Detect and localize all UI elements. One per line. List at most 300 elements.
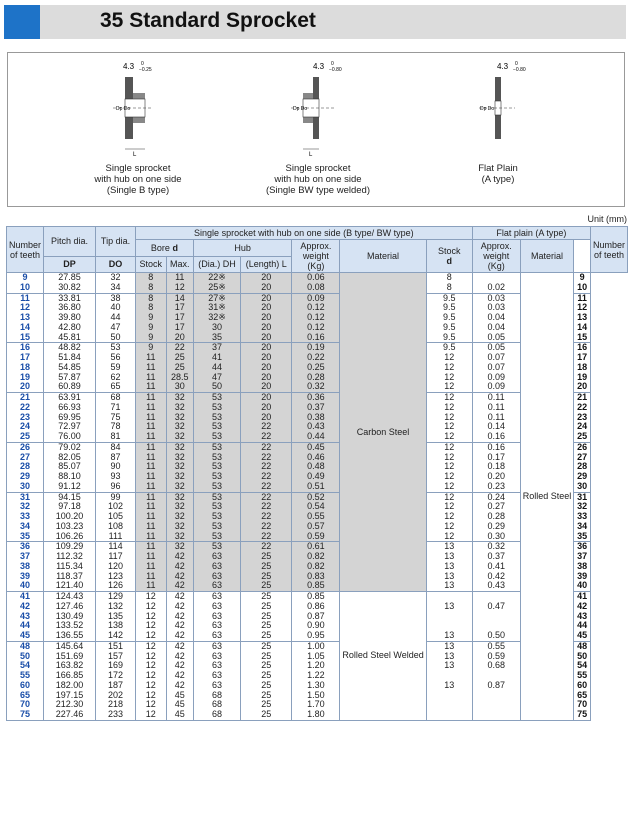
teeth-cell-right: 41 — [574, 592, 591, 602]
teeth-cell-right: 19 — [574, 373, 591, 383]
hub-length-cell: 22 — [241, 522, 292, 532]
tip-dia-cell: 102 — [96, 502, 136, 512]
a-weight-cell: 0.18 — [472, 462, 520, 472]
hub-dia-cell: 41 — [193, 353, 240, 363]
pitch-dia-cell: 94.15 — [44, 492, 96, 502]
hub-length-cell: 25 — [241, 671, 292, 681]
a-weight-cell: 0.03 — [472, 293, 520, 303]
a-weight-cell: 0.50 — [472, 631, 520, 641]
col-hub: Hub — [193, 240, 291, 257]
bore-max-cell: 12 — [166, 283, 193, 293]
weight-cell: 0.32 — [292, 382, 340, 392]
teeth-cell-right: 54 — [574, 661, 591, 671]
hub-dia-cell: 63 — [193, 631, 240, 641]
hub-length-cell: 25 — [241, 710, 292, 720]
pitch-dia-cell: 60.89 — [44, 382, 96, 392]
a-weight-cell: 0.09 — [472, 382, 520, 392]
hub-dia-cell: 63 — [193, 612, 240, 622]
pitch-dia-cell: 97.18 — [44, 502, 96, 512]
hub-length-cell: 20 — [241, 313, 292, 323]
weight-cell: 0.08 — [292, 283, 340, 293]
bore-max-cell: 42 — [166, 562, 193, 572]
hub-length-cell: 20 — [241, 393, 292, 403]
pitch-dia-cell: 115.34 — [44, 562, 96, 572]
hub-length-cell: 20 — [241, 343, 292, 353]
a-stock-cell: 12 — [426, 382, 472, 392]
hub-dia-cell: 63 — [193, 621, 240, 631]
a-weight-cell: 0.09 — [472, 373, 520, 383]
hub-dia-cell: 63 — [193, 661, 240, 671]
teeth-cell: 28 — [7, 462, 44, 472]
page-title: 35 Standard Sprocket — [100, 9, 316, 32]
a-stock-cell: 8 — [426, 283, 472, 293]
pitch-dia-cell: 109.29 — [44, 542, 96, 552]
a-weight-cell: 0.11 — [472, 403, 520, 413]
bore-max-cell: 42 — [166, 661, 193, 671]
teeth-cell: 20 — [7, 382, 44, 392]
teeth-cell: 38 — [7, 562, 44, 572]
tip-dia-cell: 50 — [96, 333, 136, 343]
tip-dia-cell: 202 — [96, 691, 136, 701]
hub-dia-cell: 63 — [193, 681, 240, 691]
teeth-cell: 29 — [7, 472, 44, 482]
a-stock-cell: 12 — [426, 512, 472, 522]
weight-cell: 0.86 — [292, 602, 340, 612]
teeth-cell: 26 — [7, 442, 44, 452]
a-weight-cell: 0.05 — [472, 343, 520, 353]
teeth-cell-right: 33 — [574, 512, 591, 522]
hub-dia-cell: 53 — [193, 413, 240, 423]
bore-max-cell: 11 — [166, 273, 193, 283]
tip-dia-cell: 172 — [96, 671, 136, 681]
weight-cell: 0.19 — [292, 343, 340, 353]
tip-dia-cell: 111 — [96, 532, 136, 542]
teeth-cell-right: 28 — [574, 462, 591, 472]
bore-max-cell: 42 — [166, 552, 193, 562]
bore-max-cell: 32 — [166, 492, 193, 502]
teeth-cell-right: 20 — [574, 382, 591, 392]
teeth-cell-right: 12 — [574, 303, 591, 313]
teeth-cell: 24 — [7, 422, 44, 432]
a-weight-cell: 0.07 — [472, 353, 520, 363]
a-weight-cell: 0.43 — [472, 581, 520, 591]
hub-dia-cell: 53 — [193, 542, 240, 552]
hub-dia-cell: 63 — [193, 671, 240, 681]
table-body — [7, 273, 628, 721]
hub-length-cell: 25 — [241, 631, 292, 641]
bore-stock-cell: 12 — [136, 681, 167, 691]
svg-text:−0.25: −0.25 — [139, 67, 152, 73]
bore-max-cell: 28.5 — [166, 373, 193, 383]
teeth-cell-right: 15 — [574, 333, 591, 343]
weight-cell: 0.06 — [292, 273, 340, 283]
a-stock-cell: 13 — [426, 602, 472, 612]
tip-dia-cell: 108 — [96, 522, 136, 532]
col-number-of-teeth: Number of teeth — [7, 227, 44, 273]
hub-dia-cell: 53 — [193, 532, 240, 542]
hub-dia-cell: 30 — [193, 323, 240, 333]
bore-stock-cell: 11 — [136, 552, 167, 562]
hub-dia-cell: 53 — [193, 393, 240, 403]
diagram-panel — [7, 52, 625, 207]
a-weight-cell: 0.30 — [472, 532, 520, 542]
weight-cell: 0.22 — [292, 353, 340, 363]
hub-dia-cell: 53 — [193, 453, 240, 463]
bore-stock-cell: 8 — [136, 273, 167, 283]
teeth-cell: 44 — [7, 621, 44, 631]
weight-cell: 0.82 — [292, 562, 340, 572]
bore-max-cell: 32 — [166, 453, 193, 463]
teeth-cell-right: 21 — [574, 393, 591, 403]
tip-dia-cell: 120 — [96, 562, 136, 572]
hub-length-cell: 20 — [241, 413, 292, 423]
a-stock-cell — [426, 691, 472, 701]
a-stock-cell — [426, 700, 472, 710]
col-pitch-sym: DP — [44, 256, 96, 273]
bore-stock-cell: 9 — [136, 333, 167, 343]
hub-length-cell: 20 — [241, 373, 292, 383]
teeth-cell: 65 — [7, 691, 44, 701]
hub-length-cell: 25 — [241, 621, 292, 631]
bore-stock-cell: 11 — [136, 373, 167, 383]
bore-stock-cell: 11 — [136, 532, 167, 542]
diagram-caption: Single sprocket with hub on one side (Single BW type welded) — [265, 163, 371, 196]
bore-max-cell: 32 — [166, 422, 193, 432]
teeth-cell: 30 — [7, 482, 44, 492]
bore-max-cell: 32 — [166, 462, 193, 472]
teeth-cell-right: 24 — [574, 422, 591, 432]
hub-length-cell: 20 — [241, 363, 292, 373]
tip-dia-cell: 123 — [96, 572, 136, 582]
hub-dia-cell: 53 — [193, 442, 240, 452]
teeth-cell-right: 22 — [574, 403, 591, 413]
teeth-cell-right: 31 — [574, 492, 591, 502]
svg-text:−0.80: −0.80 — [513, 67, 526, 73]
a-stock-cell: 12 — [426, 482, 472, 492]
diagram-single-bw-type — [218, 53, 418, 206]
bore-stock-cell: 12 — [136, 691, 167, 701]
pitch-dia-cell: 227.46 — [44, 710, 96, 720]
bore-stock-cell: 11 — [136, 502, 167, 512]
a-weight-cell: 0.41 — [472, 562, 520, 572]
teeth-cell-right: 48 — [574, 641, 591, 651]
hub-dia-cell: 22※ — [193, 273, 240, 283]
hub-length-cell: 25 — [241, 700, 292, 710]
weight-cell: 0.82 — [292, 552, 340, 562]
hub-dia-cell: 68 — [193, 710, 240, 720]
a-stock-cell: 12 — [426, 532, 472, 542]
svg-text:Dp Do: Dp Do — [293, 106, 308, 112]
pitch-dia-cell: 121.40 — [44, 581, 96, 591]
pitch-dia-cell: 127.46 — [44, 602, 96, 612]
tip-dia-cell: 151 — [96, 641, 136, 651]
bore-max-cell: 32 — [166, 413, 193, 423]
weight-cell: 1.00 — [292, 641, 340, 651]
tip-dia-cell: 117 — [96, 552, 136, 562]
teeth-cell: 48 — [7, 641, 44, 651]
bore-max-cell: 42 — [166, 621, 193, 631]
a-stock-cell: 12 — [426, 462, 472, 472]
tip-dia-cell: 218 — [96, 700, 136, 710]
weight-cell: 0.54 — [292, 502, 340, 512]
weight-cell: 0.85 — [292, 592, 340, 602]
bore-stock-cell: 8 — [136, 283, 167, 293]
tip-dia-cell: 142 — [96, 631, 136, 641]
tip-dia-cell: 157 — [96, 652, 136, 662]
tip-dia-cell: 34 — [96, 283, 136, 293]
tip-dia-cell: 40 — [96, 303, 136, 313]
bore-max-cell: 30 — [166, 382, 193, 392]
hub-length-cell: 20 — [241, 273, 292, 283]
hub-dia-cell: 63 — [193, 572, 240, 582]
a-weight-cell: 0.07 — [472, 363, 520, 373]
tip-dia-cell: 90 — [96, 462, 136, 472]
col-pitch-dia: Pitch dia. — [44, 227, 96, 257]
bore-max-cell: 32 — [166, 403, 193, 413]
a-stock-cell: 12 — [426, 453, 472, 463]
hub-length-cell: 22 — [241, 432, 292, 442]
a-weight-cell — [472, 612, 520, 622]
teeth-cell: 35 — [7, 532, 44, 542]
teeth-cell-right: 45 — [574, 631, 591, 641]
weight-cell: 1.70 — [292, 700, 340, 710]
weight-cell: 0.44 — [292, 432, 340, 442]
bore-max-cell: 17 — [166, 313, 193, 323]
svg-text:4.3: 4.3 — [123, 62, 135, 71]
hub-length-cell: 22 — [241, 482, 292, 492]
bore-max-cell: 14 — [166, 293, 193, 303]
hub-length-cell: 22 — [241, 542, 292, 552]
teeth-cell: 45 — [7, 631, 44, 641]
pitch-dia-cell: 48.82 — [44, 343, 96, 353]
a-stock-cell: 13 — [426, 681, 472, 691]
col-a-stock: Stock d — [426, 240, 472, 273]
pitch-dia-cell: 103.23 — [44, 522, 96, 532]
teeth-cell: 33 — [7, 512, 44, 522]
tip-dia-cell: 75 — [96, 413, 136, 423]
col-number-of-teeth-right: Number of teeth — [590, 227, 627, 273]
bore-max-cell: 25 — [166, 353, 193, 363]
bore-max-cell: 42 — [166, 641, 193, 651]
diagram-caption: Single sprocket with hub on one side (Single B type) — [94, 163, 182, 196]
weight-cell: 0.28 — [292, 373, 340, 383]
hub-length-cell: 22 — [241, 492, 292, 502]
material-rolled-steel-welded: Rolled Steel Welded — [340, 592, 426, 721]
teeth-cell: 14 — [7, 323, 44, 333]
bore-stock-cell: 12 — [136, 602, 167, 612]
tip-dia-cell: 38 — [96, 293, 136, 303]
a-stock-cell: 12 — [426, 403, 472, 413]
hub-length-cell: 20 — [241, 293, 292, 303]
a-stock-cell: 9.5 — [426, 293, 472, 303]
teeth-cell-right: 44 — [574, 621, 591, 631]
a-stock-cell: 12 — [426, 422, 472, 432]
pitch-dia-cell: 66.93 — [44, 403, 96, 413]
bore-stock-cell: 11 — [136, 492, 167, 502]
a-stock-cell: 13 — [426, 552, 472, 562]
teeth-cell: 43 — [7, 612, 44, 622]
teeth-cell-right: 32 — [574, 502, 591, 512]
pitch-dia-cell: 145.64 — [44, 641, 96, 651]
a-weight-cell: 0.68 — [472, 661, 520, 671]
teeth-cell-right: 35 — [574, 532, 591, 542]
tip-dia-cell: 138 — [96, 621, 136, 631]
teeth-cell: 36 — [7, 542, 44, 552]
teeth-cell-right: 65 — [574, 691, 591, 701]
hub-dia-cell: 68 — [193, 700, 240, 710]
bore-max-cell: 32 — [166, 542, 193, 552]
teeth-cell-right: 70 — [574, 700, 591, 710]
teeth-cell-right: 75 — [574, 710, 591, 720]
hub-length-cell: 22 — [241, 532, 292, 542]
bore-stock-cell: 8 — [136, 293, 167, 303]
a-stock-cell — [426, 710, 472, 720]
hub-length-cell: 20 — [241, 323, 292, 333]
bore-max-cell: 45 — [166, 700, 193, 710]
title-accent-block — [4, 5, 40, 39]
bore-stock-cell: 11 — [136, 393, 167, 403]
sprocket-bw-type-drawing-icon — [273, 59, 363, 159]
pitch-dia-cell: 79.02 — [44, 442, 96, 452]
bore-stock-cell: 11 — [136, 382, 167, 392]
tip-dia-cell: 87 — [96, 453, 136, 463]
hub-length-cell: 22 — [241, 512, 292, 522]
a-stock-cell: 13 — [426, 641, 472, 651]
teeth-cell: 34 — [7, 522, 44, 532]
hub-length-cell: 22 — [241, 502, 292, 512]
teeth-cell-right: 13 — [574, 313, 591, 323]
a-weight-cell: 0.23 — [472, 482, 520, 492]
teeth-cell-right: 30 — [574, 482, 591, 492]
weight-cell: 0.48 — [292, 462, 340, 472]
hub-length-cell: 22 — [241, 472, 292, 482]
teeth-cell-right: 42 — [574, 602, 591, 612]
hub-dia-cell: 63 — [193, 592, 240, 602]
teeth-cell-right: 23 — [574, 413, 591, 423]
teeth-cell-right: 55 — [574, 671, 591, 681]
bore-stock-cell: 11 — [136, 353, 167, 363]
bore-stock-cell: 11 — [136, 363, 167, 373]
a-stock-cell: 8 — [426, 273, 472, 283]
weight-cell: 1.20 — [292, 661, 340, 671]
a-type-group-header: Flat plain (A type) — [472, 227, 590, 240]
weight-cell: 0.12 — [292, 303, 340, 313]
teeth-cell-right: 43 — [574, 612, 591, 622]
bore-stock-cell: 11 — [136, 432, 167, 442]
col-hub-length: (Length) L — [241, 256, 292, 273]
teeth-cell: 19 — [7, 373, 44, 383]
pitch-dia-cell: 82.05 — [44, 453, 96, 463]
hub-length-cell: 20 — [241, 382, 292, 392]
svg-text:0: 0 — [515, 61, 518, 67]
pitch-dia-cell: 166.85 — [44, 671, 96, 681]
teeth-cell-right: 60 — [574, 681, 591, 691]
a-weight-cell — [472, 700, 520, 710]
teeth-cell: 16 — [7, 343, 44, 353]
col-bore: Bore d — [136, 240, 194, 257]
teeth-cell-right: 27 — [574, 453, 591, 463]
bore-max-cell: 32 — [166, 512, 193, 522]
teeth-cell: 15 — [7, 333, 44, 343]
bore-stock-cell: 9 — [136, 323, 167, 333]
tip-dia-cell: 105 — [96, 512, 136, 522]
teeth-cell: 9 — [7, 273, 44, 283]
pitch-dia-cell: 88.10 — [44, 472, 96, 482]
pitch-dia-cell: 69.95 — [44, 413, 96, 423]
a-weight-cell — [472, 691, 520, 701]
a-stock-cell: 9.5 — [426, 343, 472, 353]
tip-dia-cell: 114 — [96, 542, 136, 552]
pitch-dia-cell: 124.43 — [44, 592, 96, 602]
a-stock-cell: 13 — [426, 631, 472, 641]
teeth-cell-right: 17 — [574, 353, 591, 363]
bore-max-cell: 42 — [166, 652, 193, 662]
col-hub-dia: (Dia.) DH — [193, 256, 240, 273]
bore-max-cell: 32 — [166, 532, 193, 542]
pitch-dia-cell: 130.49 — [44, 612, 96, 622]
hub-dia-cell: 63 — [193, 602, 240, 612]
a-weight-cell: 0.87 — [472, 681, 520, 691]
bore-stock-cell: 11 — [136, 422, 167, 432]
diagram-caption: Flat Plain (A type) — [478, 163, 518, 185]
bore-stock-cell: 12 — [136, 710, 167, 720]
pitch-dia-cell: 118.37 — [44, 572, 96, 582]
a-weight-cell: 0.16 — [472, 432, 520, 442]
col-a-weight: Approx. weight (Kg) — [472, 240, 520, 273]
pitch-dia-cell: 51.84 — [44, 353, 96, 363]
weight-cell: 0.55 — [292, 512, 340, 522]
bore-max-cell: 32 — [166, 393, 193, 403]
bore-stock-cell: 11 — [136, 542, 167, 552]
a-stock-cell: 9.5 — [426, 313, 472, 323]
bore-max-cell: 17 — [166, 303, 193, 313]
teeth-cell: 13 — [7, 313, 44, 323]
bore-stock-cell: 11 — [136, 462, 167, 472]
a-weight-cell: 0.04 — [472, 313, 520, 323]
tip-dia-cell: 71 — [96, 403, 136, 413]
bore-max-cell: 42 — [166, 602, 193, 612]
bore-stock-cell: 11 — [136, 472, 167, 482]
teeth-cell-right: 25 — [574, 432, 591, 442]
a-stock-cell: 9.5 — [426, 323, 472, 333]
hub-dia-cell: 63 — [193, 552, 240, 562]
material-rolled-steel: Rolled Steel — [520, 273, 574, 721]
a-stock-cell: 12 — [426, 353, 472, 363]
a-stock-cell: 13 — [426, 562, 472, 572]
a-stock-cell: 12 — [426, 502, 472, 512]
hub-dia-cell: 63 — [193, 581, 240, 591]
bore-stock-cell: 12 — [136, 661, 167, 671]
teeth-cell-right: 29 — [574, 472, 591, 482]
bore-max-cell: 22 — [166, 343, 193, 353]
teeth-cell: 21 — [7, 393, 44, 403]
pitch-dia-cell: 54.85 — [44, 363, 96, 373]
tip-dia-cell: 132 — [96, 602, 136, 612]
weight-cell: 0.49 — [292, 472, 340, 482]
sprocket-b-type-drawing-icon — [93, 59, 183, 159]
tip-dia-cell: 187 — [96, 681, 136, 691]
weight-cell: 0.95 — [292, 631, 340, 641]
hub-dia-cell: 27※ — [193, 293, 240, 303]
weight-cell: 0.43 — [292, 422, 340, 432]
bore-stock-cell: 11 — [136, 572, 167, 582]
a-weight-cell: 0.55 — [472, 641, 520, 651]
bore-max-cell: 45 — [166, 710, 193, 720]
teeth-cell-right: 16 — [574, 343, 591, 353]
weight-cell: 0.59 — [292, 532, 340, 542]
hub-length-cell: 22 — [241, 422, 292, 432]
bore-max-cell: 32 — [166, 502, 193, 512]
